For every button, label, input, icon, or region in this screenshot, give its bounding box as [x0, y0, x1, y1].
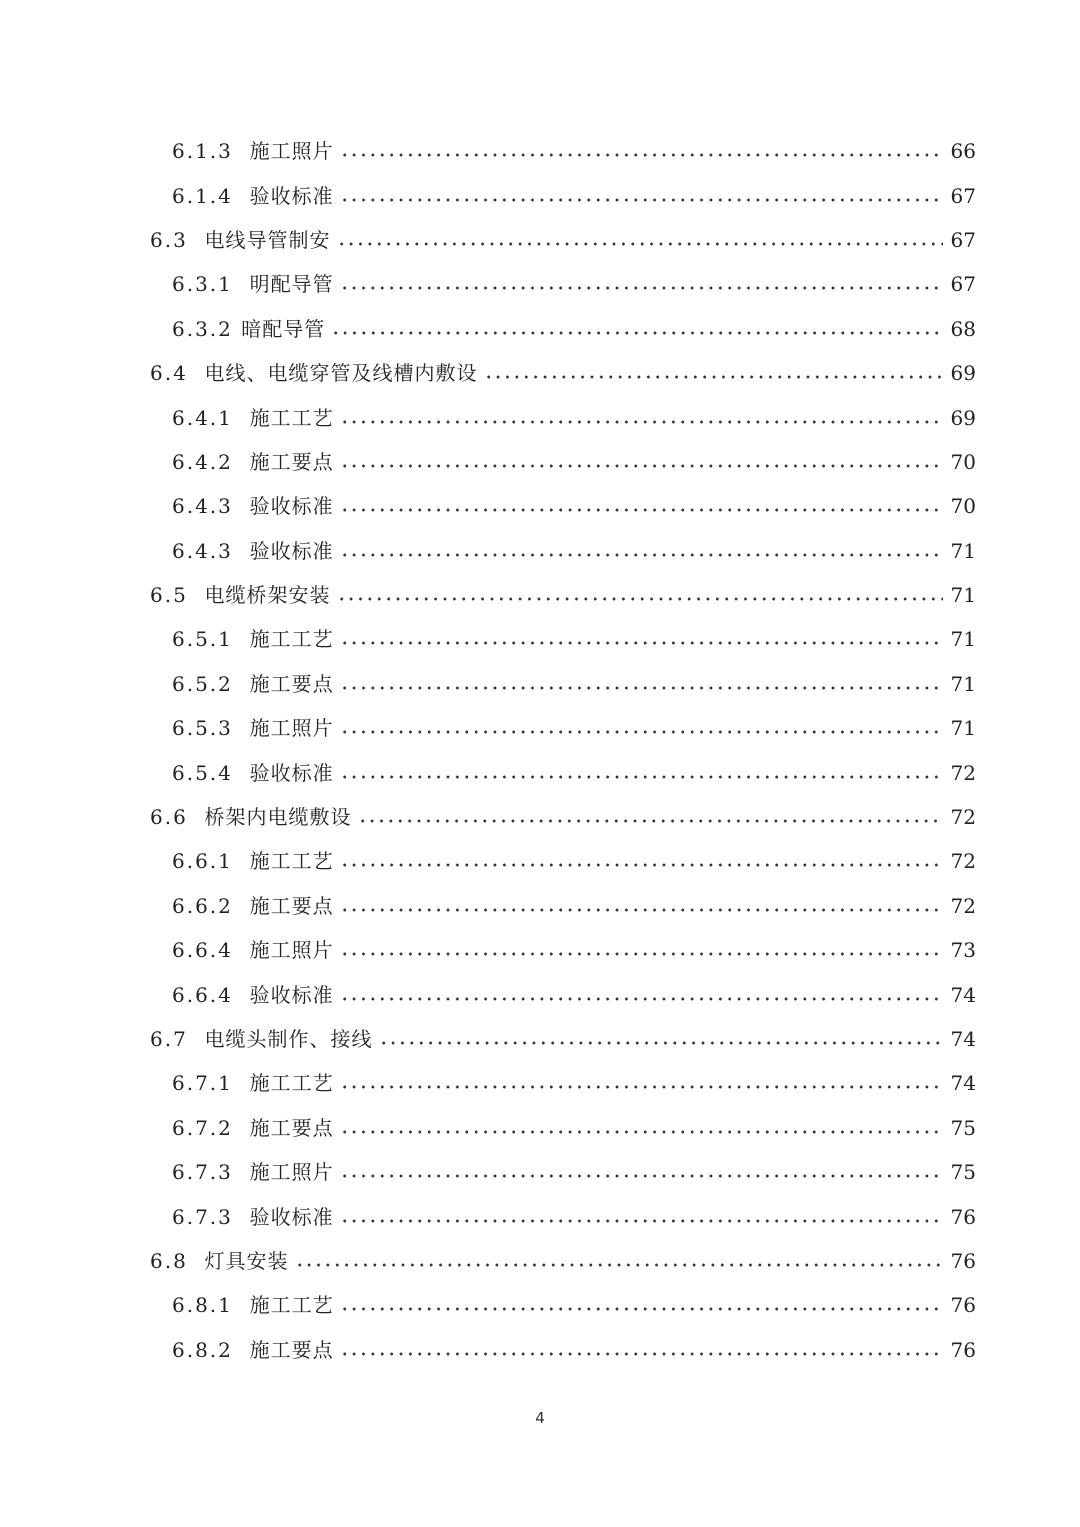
toc-subsection-entry[interactable] — [0, 972, 1080, 1016]
toc-entry-page: 74 — [950, 1027, 976, 1051]
toc-entry-number: 6.6.4 — [172, 982, 233, 1007]
toc-entry-page: 72 — [950, 849, 976, 874]
toc-entry-number: 6.4.2 — [172, 449, 233, 474]
toc-entry-page: 69 — [950, 361, 976, 386]
toc-subsection-entry[interactable] — [0, 484, 1080, 528]
toc-entry-number: 6.7.2 — [172, 1115, 233, 1140]
toc-subsection-entry[interactable] — [0, 1194, 1080, 1238]
toc-entry-number: 6.7.3 — [172, 1204, 233, 1229]
toc-dot-leader — [340, 1084, 943, 1090]
toc-dot-leader — [340, 552, 943, 558]
toc-entry-number: 6.1.4 — [172, 183, 233, 208]
page-number: 4 — [535, 1409, 545, 1427]
toc-entry-number: 6.5.2 — [172, 671, 233, 696]
toc-dot-leader — [331, 330, 942, 336]
toc-entry-page: 71 — [950, 716, 976, 741]
toc-entry-title: 施工要点 — [249, 449, 334, 474]
toc-subsection-entry[interactable] — [0, 1283, 1080, 1327]
toc-dot-leader — [340, 1351, 943, 1357]
toc-entry-page: 72 — [950, 805, 976, 830]
toc-entry-number: 6.6.4 — [172, 938, 233, 963]
toc-section-entry[interactable] — [0, 795, 1080, 839]
toc-entry-page: 75 — [950, 1115, 976, 1140]
toc-entry-number: 6.8 — [150, 1248, 188, 1273]
toc-subsection-entry[interactable] — [0, 928, 1080, 972]
toc-entry-gap — [233, 1160, 250, 1184]
toc-entry-page: 74 — [950, 1071, 976, 1096]
toc-entry-number: 6.8.1 — [172, 1293, 233, 1318]
toc-entry-number: 6.6 — [150, 805, 188, 830]
toc-dot-leader — [337, 241, 943, 247]
toc-subsection-entry[interactable] — [0, 617, 1080, 661]
toc-dot-leader — [340, 507, 943, 513]
toc-dot-leader — [340, 152, 943, 158]
toc-dot-leader — [337, 596, 943, 602]
toc-entry-title: 验收标准 — [249, 183, 334, 208]
toc-entry-page: 76 — [950, 1204, 976, 1229]
toc-subsection-entry[interactable] — [0, 173, 1080, 217]
toc-entry-gap — [233, 1071, 250, 1095]
toc-entry-number: 6.3 — [150, 227, 188, 252]
toc-subsection-entry[interactable] — [0, 884, 1080, 928]
toc-dot-leader — [340, 996, 943, 1002]
toc-dot-leader — [379, 1040, 943, 1046]
toc-entry-title: 施工要点 — [249, 1115, 334, 1140]
toc-entry-page: 72 — [950, 893, 976, 918]
toc-entry-page: 76 — [950, 1293, 976, 1318]
toc-entry-gap — [233, 894, 250, 918]
toc-entry-title: 施工工艺 — [249, 627, 334, 652]
toc-dot-leader — [340, 463, 943, 469]
toc-subsection-entry[interactable] — [0, 662, 1080, 706]
toc-entry-page: 70 — [950, 449, 976, 474]
toc-subsection-entry[interactable] — [0, 529, 1080, 573]
toc-subsection-entry[interactable] — [0, 1061, 1080, 1105]
toc-subsection-entry[interactable] — [0, 706, 1080, 750]
toc-entry-title: 电缆头制作、接线 — [204, 1027, 373, 1051]
toc-entry-number: 6.7.3 — [172, 1160, 233, 1185]
toc-entry-number: 6.4.1 — [172, 405, 233, 430]
toc-entry-page: 69 — [950, 405, 976, 430]
toc-entry-page: 67 — [950, 183, 976, 208]
toc-dot-leader — [340, 951, 943, 957]
toc-entry-gap — [233, 406, 250, 430]
toc-dot-leader — [340, 1129, 943, 1135]
toc-entry-page: 71 — [950, 671, 976, 696]
toc-entry-number: 6.7 — [150, 1027, 188, 1051]
toc-subsection-entry[interactable] — [0, 440, 1080, 484]
toc-subsection-entry[interactable] — [0, 262, 1080, 306]
toc-entry-gap — [233, 938, 250, 962]
toc-subsection-entry[interactable] — [0, 839, 1080, 883]
toc-dot-leader — [295, 1262, 943, 1268]
toc-entry-gap — [233, 849, 250, 873]
toc-entry-title: 施工照片 — [249, 716, 334, 741]
toc-entry-page: 73 — [950, 938, 976, 963]
toc-entry-title: 暗配导管 — [241, 316, 326, 341]
toc-dot-leader — [340, 685, 943, 691]
toc-entry-title: 施工工艺 — [249, 405, 334, 430]
toc-entry-gap — [233, 627, 250, 651]
toc-entry-title: 施工工艺 — [249, 1293, 334, 1318]
toc-entry-title: 明配导管 — [249, 272, 334, 297]
toc-section-entry[interactable] — [0, 1017, 1080, 1061]
table-of-contents — [0, 129, 1080, 1372]
toc-entry-number: 6.3.1 — [172, 272, 233, 297]
toc-entry-number: 6.5 — [150, 583, 188, 608]
toc-entry-gap — [233, 1116, 250, 1140]
toc-entry-page: 74 — [950, 982, 976, 1007]
toc-entry-number: 6.5.4 — [172, 760, 233, 785]
toc-entry-gap — [188, 1027, 205, 1051]
toc-entry-title: 电线导管制安 — [204, 227, 331, 252]
toc-subsection-entry[interactable] — [0, 129, 1080, 173]
toc-entry-page: 68 — [950, 316, 976, 341]
toc-entry-gap — [233, 983, 250, 1007]
toc-entry-title: 验收标准 — [249, 982, 334, 1007]
toc-dot-leader — [340, 640, 943, 646]
toc-entry-page: 76 — [950, 1248, 976, 1273]
toc-entry-number: 6.6.2 — [172, 893, 233, 918]
toc-dot-leader — [340, 774, 943, 780]
toc-subsection-entry[interactable] — [0, 1106, 1080, 1150]
toc-entry-title: 验收标准 — [249, 538, 334, 563]
toc-entry-number: 6.1.3 — [172, 139, 233, 164]
toc-entry-title: 施工工艺 — [249, 1071, 334, 1096]
toc-dot-leader — [340, 197, 943, 203]
toc-entry-title: 施工照片 — [249, 139, 334, 164]
toc-entry-number: 6.5.1 — [172, 627, 233, 652]
toc-entry-gap — [188, 228, 205, 252]
toc-entry-title: 施工照片 — [249, 1160, 334, 1185]
toc-entry-page: 76 — [950, 1337, 976, 1362]
toc-entry-page: 66 — [950, 139, 976, 164]
toc-entry-title: 验收标准 — [249, 1204, 334, 1229]
toc-entry-title: 施工工艺 — [249, 849, 334, 874]
toc-dot-leader — [340, 419, 943, 425]
toc-dot-leader — [340, 1173, 943, 1179]
toc-entry-gap — [233, 716, 250, 740]
toc-entry-title: 施工要点 — [249, 893, 334, 918]
toc-entry-page: 72 — [950, 760, 976, 785]
toc-subsection-entry[interactable] — [0, 395, 1080, 439]
toc-entry-gap — [188, 361, 205, 385]
toc-dot-leader — [340, 1306, 943, 1312]
toc-subsection-entry[interactable] — [0, 307, 1080, 351]
toc-entry-number: 6.3.2 — [172, 316, 233, 341]
toc-entry-page: 75 — [950, 1160, 976, 1185]
toc-entry-gap — [233, 139, 250, 163]
toc-entry-gap — [233, 1205, 250, 1229]
toc-entry-gap — [233, 184, 250, 208]
toc-entry-title: 电缆桥架安装 — [204, 583, 331, 608]
toc-dot-leader — [340, 862, 943, 868]
toc-dot-leader — [340, 907, 943, 913]
toc-dot-leader — [484, 374, 943, 380]
toc-entry-page: 71 — [950, 627, 976, 652]
toc-entry-number: 6.5.3 — [172, 716, 233, 741]
toc-entry-page: 71 — [950, 538, 976, 563]
toc-entry-title: 施工照片 — [249, 938, 334, 963]
toc-subsection-entry[interactable] — [0, 750, 1080, 794]
toc-entry-gap — [188, 583, 205, 607]
toc-entry-page: 67 — [950, 272, 976, 297]
toc-subsection-entry[interactable] — [0, 1150, 1080, 1194]
toc-entry-gap — [188, 805, 205, 829]
toc-entry-gap — [233, 539, 250, 563]
toc-section-entry[interactable] — [0, 218, 1080, 262]
toc-dot-leader — [340, 285, 943, 291]
toc-entry-title: 桥架内电缆敷设 — [204, 805, 352, 830]
toc-entry-title: 施工要点 — [249, 1337, 334, 1362]
toc-entry-gap — [233, 1338, 250, 1362]
toc-entry-number: 6.4.3 — [172, 494, 233, 519]
toc-entry-title: 灯具安装 — [204, 1248, 289, 1273]
toc-dot-leader — [340, 1218, 943, 1224]
toc-entry-page: 71 — [950, 583, 976, 608]
toc-entry-number: 6.7.1 — [172, 1071, 233, 1096]
toc-entry-gap — [233, 761, 250, 785]
toc-entry-page: 67 — [950, 227, 976, 252]
toc-entry-gap — [233, 672, 250, 696]
toc-dot-leader — [340, 729, 943, 735]
toc-entry-number: 6.6.1 — [172, 849, 233, 874]
toc-section-entry[interactable] — [0, 351, 1080, 395]
toc-entry-number: 6.4 — [150, 361, 188, 386]
toc-entry-gap — [233, 494, 250, 518]
toc-section-entry[interactable] — [0, 1239, 1080, 1283]
toc-entry-gap — [233, 1293, 250, 1317]
toc-entry-page: 70 — [950, 494, 976, 519]
toc-subsection-entry[interactable] — [0, 1328, 1080, 1372]
toc-entry-gap — [188, 1249, 205, 1273]
toc-entry-number: 6.8.2 — [172, 1337, 233, 1362]
toc-dot-leader — [358, 818, 943, 824]
toc-section-entry[interactable] — [0, 573, 1080, 617]
toc-entry-number: 6.4.3 — [172, 538, 233, 563]
toc-entry-gap — [233, 450, 250, 474]
toc-entry-title: 电线、电缆穿管及线槽内敷设 — [204, 361, 478, 386]
toc-entry-gap — [233, 317, 241, 341]
toc-entry-gap — [233, 272, 250, 296]
toc-entry-title: 施工要点 — [249, 671, 334, 696]
toc-entry-title: 验收标准 — [249, 494, 334, 519]
toc-entry-title: 验收标准 — [249, 760, 334, 785]
